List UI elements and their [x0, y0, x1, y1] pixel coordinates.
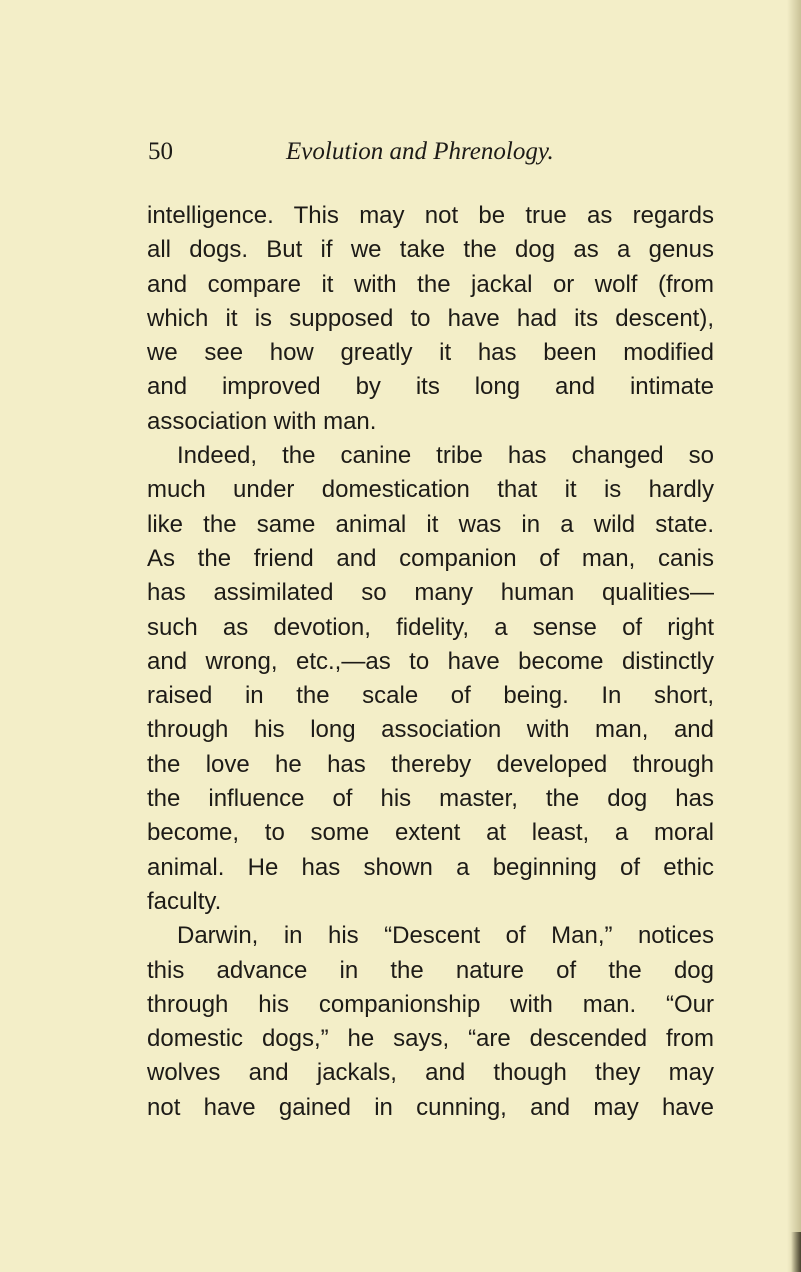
page-edge-shadow — [787, 0, 801, 1272]
page-corner-mark — [791, 1232, 801, 1272]
text-line: much under domestication that it is hardly — [147, 476, 714, 504]
text-line: through his long association with man, and — [147, 716, 714, 744]
body-text — [147, 199, 714, 1125]
text-line: like the same animal it was in a wild state. — [147, 510, 714, 538]
text-line: wolves and jackals, and though they may — [147, 1059, 714, 1087]
text-line: which it is supposed to have had its descent), — [147, 304, 714, 332]
text-line: faculty. — [147, 887, 222, 915]
text-line: this advance in the nature of the dog — [147, 956, 714, 984]
text-line: the influence of his master, the dog has — [147, 785, 714, 813]
text-line: animal. He has shown a beginning of ethic — [147, 853, 714, 881]
text-line: association with man. — [147, 407, 377, 435]
text-line: As the friend and companion of man, canis — [147, 544, 714, 572]
text-line: and compare it with the jackal or wolf (from — [147, 270, 714, 298]
text-line: domestic dogs,” he says, “are descended from — [147, 1025, 714, 1053]
text-line: Indeed, the canine tribe has changed so — [177, 442, 714, 470]
text-line: raised in the scale of being. In short, — [147, 682, 714, 710]
text-line: we see how greatly it has been modified — [147, 339, 714, 367]
text-line: and improved by its long and intimate — [147, 373, 714, 401]
running-title: Evolution and Phrenology. — [286, 138, 554, 165]
page-number: 50 — [148, 138, 173, 165]
text-line: all dogs. But if we take the dog as a genus — [147, 236, 714, 264]
text-line: through his companionship with man. “Our — [147, 990, 714, 1018]
text-line: the love he has thereby developed through — [147, 750, 714, 778]
page-header — [148, 138, 708, 178]
text-line: and wrong, etc.,—as to have become distinctly — [147, 647, 714, 675]
text-line: has assimilated so many human qualities— — [147, 579, 714, 607]
text-line: not have gained in cunning, and may have — [147, 1093, 714, 1121]
text-line: intelligence. This may not be true as regards — [147, 202, 714, 229]
text-line: become, to some extent at least, a moral — [147, 819, 714, 847]
text-line: Darwin, in his “Descent of Man,” notices — [177, 922, 714, 950]
text-line: such as devotion, fidelity, a sense of right — [147, 613, 714, 641]
